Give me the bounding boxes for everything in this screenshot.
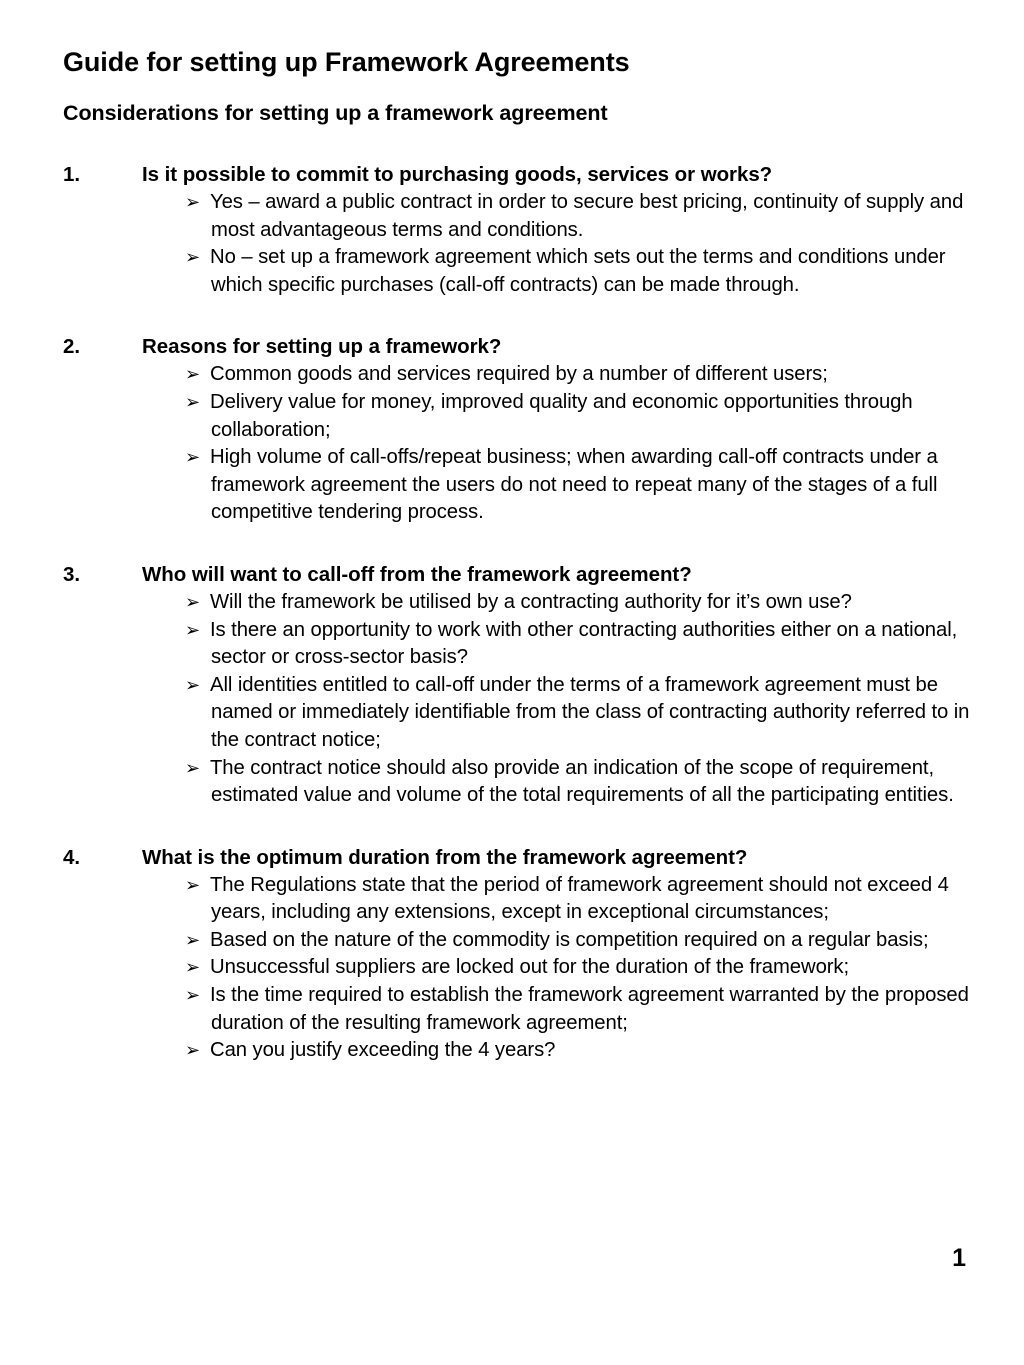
bullet-list — [63, 872, 978, 1065]
arrow-bullet-icon: ➢ — [185, 674, 201, 696]
list-item-text: Unsuccessful suppliers are locked out for the duration of the framework; — [210, 956, 850, 979]
list-item-text: Based on the nature of the commodity is competition required on a regular basis; — [210, 928, 929, 951]
section — [63, 561, 978, 810]
list-item-text: High volume of call-offs/repeat business; when awarding call-off contracts under a framework agreement the users do not need to repeat many of the stages of a full competitive tendering process. — [210, 446, 938, 524]
sections-container — [63, 161, 978, 1065]
bullet-list — [63, 361, 978, 527]
list-item-text: All identities entitled to call-off under the terms of a framework agreement must be named or immediately identifiable from the class of contracting authority referred to in the contract notice; — [210, 673, 970, 751]
list-item — [63, 444, 978, 527]
arrow-bullet-icon: ➢ — [185, 247, 201, 269]
list-item — [63, 872, 978, 927]
section — [63, 844, 978, 1065]
arrow-bullet-icon: ➢ — [185, 985, 201, 1007]
section-heading — [63, 561, 978, 589]
section-title: Who will want to call-off from the framework agreement? — [142, 562, 692, 586]
list-item — [63, 672, 978, 755]
list-item — [63, 927, 978, 955]
list-item — [63, 954, 978, 982]
arrow-bullet-icon: ➢ — [185, 192, 201, 213]
arrow-bullet-icon: ➢ — [185, 757, 201, 779]
list-item — [63, 361, 978, 389]
list-item-text: Yes – award a public contract in order to secure best pricing, continuity of supply and most advantageous terms and conditions. — [210, 191, 964, 241]
arrow-bullet-icon: ➢ — [185, 591, 201, 613]
section-title: What is the optimum duration from the framework agreement? — [142, 845, 748, 869]
page-number: 1 — [952, 1244, 966, 1272]
section-number: 4. — [63, 845, 80, 869]
bullet-list — [63, 589, 978, 810]
arrow-bullet-icon: ➢ — [185, 929, 201, 951]
arrow-bullet-icon: ➢ — [185, 619, 201, 641]
section-title: Reasons for setting up a framework? — [142, 335, 502, 359]
list-item — [63, 617, 978, 672]
section-title: Is it possible to commit to purchasing goods, services or works? — [142, 163, 773, 186]
list-item-text: Common goods and services required by a number of different users; — [210, 363, 828, 386]
list-item-text: Delivery value for money, improved quality and economic opportunities through collaboration; — [210, 390, 913, 441]
section-heading — [63, 844, 978, 872]
list-item — [63, 982, 978, 1037]
section — [63, 333, 978, 527]
page-title: Guide for setting up Framework Agreements — [63, 47, 630, 77]
section-number: 2. — [63, 335, 80, 359]
section-heading — [63, 333, 978, 361]
arrow-bullet-icon: ➢ — [185, 874, 201, 896]
list-item-text: The Regulations state that the period of framework agreement should not exceed 4 years, including any extensions, except in exceptional circumstances; — [210, 873, 949, 924]
list-item — [63, 589, 978, 617]
arrow-bullet-icon: ➢ — [185, 364, 201, 386]
list-item-text: Will the framework be utilised by a contracting authority for it’s own use? — [210, 590, 852, 613]
arrow-bullet-icon: ➢ — [185, 1040, 201, 1062]
list-item — [63, 1037, 978, 1065]
arrow-bullet-icon: ➢ — [185, 391, 201, 413]
page-subtitle: Considerations for setting up a framework agreement — [63, 101, 608, 125]
section-heading — [63, 161, 978, 189]
list-item-text: The contract notice should also provide an indication of the scope of requirement, estimated value and volume of the total requirements of all the participating entities. — [210, 756, 954, 807]
section-number: 1. — [63, 163, 80, 186]
list-item — [63, 189, 978, 244]
list-item-text: Is there an opportunity to work with other contracting authorities either on a national, sector or cross-sector basis? — [210, 618, 958, 669]
list-item-text: Is the time required to establish the framework agreement warranted by the proposed duration of the resulting framework agreement; — [210, 984, 969, 1034]
list-item-text: Can you justify exceeding the 4 years? — [210, 1039, 556, 1062]
arrow-bullet-icon: ➢ — [185, 957, 201, 979]
document-body — [63, 45, 978, 1065]
section-number: 3. — [63, 562, 80, 586]
list-item — [63, 244, 978, 299]
list-item — [63, 755, 978, 810]
section — [63, 161, 978, 299]
arrow-bullet-icon: ➢ — [185, 447, 201, 469]
bullet-list — [63, 189, 978, 299]
list-item — [63, 389, 978, 444]
list-item-text: No – set up a framework agreement which sets out the terms and conditions under which specific purchases (call-off contracts) can be made through. — [210, 246, 946, 296]
